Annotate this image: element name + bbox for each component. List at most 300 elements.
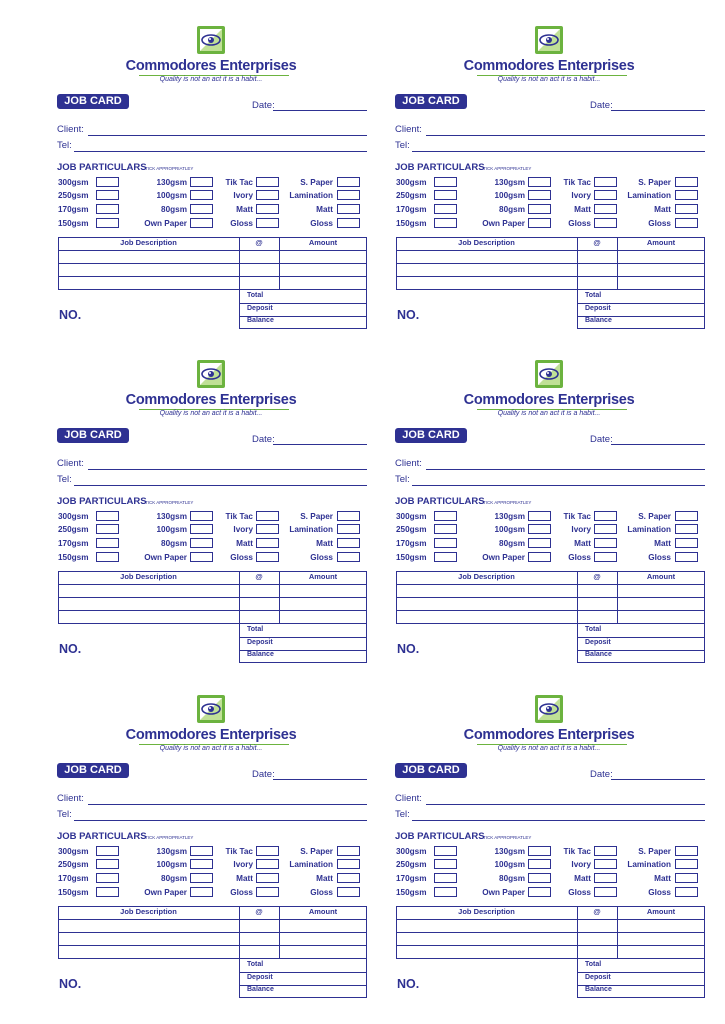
option-checkbox[interactable] — [337, 204, 360, 214]
tel-field[interactable] — [74, 820, 367, 821]
option-checkbox[interactable] — [594, 846, 617, 856]
option-checkbox[interactable] — [434, 177, 457, 187]
date-field[interactable] — [273, 444, 367, 445]
client-label: Client: — [57, 458, 84, 469]
eye-logo-icon — [197, 360, 225, 388]
option-label: Own Paper — [144, 553, 187, 562]
job-description-table — [58, 571, 367, 663]
job-card-badge: JOB CARD — [57, 763, 129, 778]
option-checkbox[interactable] — [256, 218, 279, 228]
job-particulars-heading: JOB PARTICULARS — [57, 496, 147, 507]
option-checkbox[interactable] — [675, 846, 698, 856]
client-label: Client: — [395, 458, 422, 469]
company-name: Commodores Enterprises — [125, 392, 297, 408]
option-label: 80gsm — [161, 205, 187, 214]
option-label: Tik Tac — [225, 178, 253, 187]
option-label: 130gsm — [156, 847, 187, 856]
option-label: 300gsm — [396, 178, 427, 187]
company-tagline: Quality is not an act it is a habit... — [159, 76, 263, 83]
job-description-table — [58, 906, 367, 998]
option-label: Ivory — [233, 191, 253, 200]
option-label: 130gsm — [494, 178, 525, 187]
company-name: Commodores Enterprises — [125, 727, 297, 743]
option-checkbox[interactable] — [96, 218, 119, 228]
option-label: Tik Tac — [563, 178, 591, 187]
option-label: 250gsm — [58, 191, 89, 200]
option-checkbox[interactable] — [256, 859, 279, 869]
option-label: Own Paper — [482, 888, 525, 897]
option-label: Matt — [236, 539, 253, 548]
option-checkbox[interactable] — [434, 552, 457, 562]
job-card-badge: JOB CARD — [395, 763, 467, 778]
client-field[interactable] — [426, 135, 705, 136]
option-checkbox[interactable] — [434, 190, 457, 200]
option-checkbox[interactable] — [337, 846, 360, 856]
client-label: Client: — [395, 124, 422, 135]
tick-note: TICK APPROPRIATLEY — [483, 166, 532, 171]
option-label: 130gsm — [156, 512, 187, 521]
amount-header: Amount — [646, 238, 676, 247]
option-checkbox[interactable] — [96, 846, 119, 856]
job-card-2 — [395, 0, 707, 324]
balance-label: Balance — [247, 651, 274, 658]
option-checkbox[interactable] — [337, 887, 360, 897]
date-label: Date: — [590, 100, 613, 111]
option-checkbox[interactable] — [528, 190, 551, 200]
company-name: Commodores Enterprises — [463, 58, 635, 74]
option-checkbox[interactable] — [337, 511, 360, 521]
option-label: Lamination — [627, 525, 671, 534]
option-checkbox[interactable] — [594, 524, 617, 534]
option-label: Tik Tac — [563, 512, 591, 521]
option-checkbox[interactable] — [96, 538, 119, 548]
job-card-3 — [57, 334, 369, 658]
amount-header: Amount — [308, 907, 338, 916]
job-description-table — [396, 906, 705, 998]
option-checkbox[interactable] — [256, 190, 279, 200]
option-label: Lamination — [627, 860, 671, 869]
option-label: Gloss — [648, 219, 671, 228]
option-label: Tik Tac — [225, 847, 253, 856]
option-label: 300gsm — [58, 512, 89, 521]
option-checkbox[interactable] — [528, 511, 551, 521]
option-label: Lamination — [627, 191, 671, 200]
company-tagline: Quality is not an act it is a habit... — [497, 76, 601, 83]
tick-note: TICK APPROPRIATLEY — [145, 166, 194, 171]
company-tagline: Quality is not an act it is a habit... — [497, 745, 601, 752]
job-description-header: Job Description — [120, 907, 177, 916]
option-checkbox[interactable] — [434, 511, 457, 521]
option-label: Gloss — [568, 553, 591, 562]
job-particulars-heading: JOB PARTICULARS — [57, 162, 147, 173]
company-tagline: Quality is not an act it is a habit... — [159, 410, 263, 417]
option-checkbox[interactable] — [256, 552, 279, 562]
client-field[interactable] — [426, 469, 705, 470]
company-name: Commodores Enterprises — [125, 58, 297, 74]
option-label: Matt — [316, 205, 333, 214]
job-card-badge: JOB CARD — [57, 428, 129, 443]
job-particulars-heading: JOB PARTICULARS — [395, 831, 485, 842]
eye-logo-icon — [535, 26, 563, 54]
option-label: 150gsm — [396, 553, 427, 562]
option-label: 300gsm — [396, 512, 427, 521]
option-label: Matt — [654, 539, 671, 548]
balance-label: Balance — [247, 317, 274, 324]
option-checkbox[interactable] — [675, 873, 698, 883]
at-header: @ — [255, 572, 263, 581]
option-checkbox[interactable] — [190, 177, 213, 187]
option-checkbox[interactable] — [96, 552, 119, 562]
tel-label: Tel: — [395, 474, 410, 485]
option-label: 80gsm — [499, 539, 525, 548]
date-label: Date: — [590, 769, 613, 780]
option-label: S. Paper — [638, 512, 671, 521]
option-checkbox[interactable] — [675, 859, 698, 869]
option-checkbox[interactable] — [96, 859, 119, 869]
option-checkbox[interactable] — [528, 859, 551, 869]
option-checkbox[interactable] — [528, 218, 551, 228]
option-label: 250gsm — [396, 525, 427, 534]
option-checkbox[interactable] — [675, 511, 698, 521]
option-checkbox[interactable] — [675, 204, 698, 214]
option-checkbox[interactable] — [594, 177, 617, 187]
option-checkbox[interactable] — [434, 887, 457, 897]
option-checkbox[interactable] — [256, 204, 279, 214]
tel-label: Tel: — [395, 809, 410, 820]
option-label: 170gsm — [58, 539, 89, 548]
option-label: 130gsm — [494, 512, 525, 521]
option-label: Gloss — [568, 888, 591, 897]
option-checkbox[interactable] — [594, 511, 617, 521]
date-field[interactable] — [273, 779, 367, 780]
option-label: 130gsm — [494, 847, 525, 856]
option-label: 250gsm — [58, 525, 89, 534]
date-field[interactable] — [611, 444, 705, 445]
option-checkbox[interactable] — [337, 859, 360, 869]
deposit-label: Deposit — [247, 639, 273, 646]
option-label: Matt — [236, 205, 253, 214]
job-description-header: Job Description — [458, 572, 515, 581]
card-number-label: NO. — [397, 308, 420, 322]
date-label: Date: — [252, 769, 275, 780]
option-checkbox[interactable] — [675, 524, 698, 534]
option-checkbox[interactable] — [337, 177, 360, 187]
date-field[interactable] — [611, 110, 705, 111]
option-checkbox[interactable] — [528, 846, 551, 856]
job-description-table — [396, 237, 705, 329]
deposit-label: Deposit — [585, 305, 611, 312]
option-checkbox[interactable] — [675, 887, 698, 897]
option-label: 170gsm — [58, 205, 89, 214]
option-label: Matt — [316, 539, 333, 548]
job-card-1 — [57, 0, 369, 324]
option-checkbox[interactable] — [96, 190, 119, 200]
deposit-label: Deposit — [585, 639, 611, 646]
total-label: Total — [585, 626, 602, 633]
option-label: Matt — [654, 874, 671, 883]
at-header: @ — [593, 907, 601, 916]
job-card-badge: JOB CARD — [395, 94, 467, 109]
option-checkbox[interactable] — [594, 204, 617, 214]
option-checkbox[interactable] — [434, 218, 457, 228]
eye-logo-icon — [197, 26, 225, 54]
option-label: 150gsm — [58, 888, 89, 897]
option-checkbox[interactable] — [528, 204, 551, 214]
option-label: 80gsm — [499, 874, 525, 883]
at-header: @ — [593, 572, 601, 581]
option-checkbox[interactable] — [96, 873, 119, 883]
amount-header: Amount — [646, 907, 676, 916]
option-checkbox[interactable] — [190, 873, 213, 883]
client-label: Client: — [57, 793, 84, 804]
tick-note: TICK APPROPRIATLEY — [145, 835, 194, 840]
option-checkbox[interactable] — [528, 177, 551, 187]
job-card-badge: JOB CARD — [57, 94, 129, 109]
job-description-header: Job Description — [458, 238, 515, 247]
option-checkbox[interactable] — [96, 511, 119, 521]
tel-field[interactable] — [412, 485, 705, 486]
option-checkbox[interactable] — [594, 859, 617, 869]
option-checkbox[interactable] — [190, 552, 213, 562]
option-checkbox[interactable] — [528, 538, 551, 548]
deposit-label: Deposit — [247, 305, 273, 312]
job-description-table — [396, 571, 705, 663]
option-checkbox[interactable] — [434, 859, 457, 869]
client-label: Client: — [395, 793, 422, 804]
option-checkbox[interactable] — [434, 524, 457, 534]
option-checkbox[interactable] — [675, 552, 698, 562]
eye-logo-icon — [535, 695, 563, 723]
company-tagline: Quality is not an act it is a habit... — [159, 745, 263, 752]
total-label: Total — [585, 292, 602, 299]
option-checkbox[interactable] — [337, 538, 360, 548]
job-particulars-heading: JOB PARTICULARS — [395, 496, 485, 507]
option-checkbox[interactable] — [190, 846, 213, 856]
option-checkbox[interactable] — [190, 524, 213, 534]
option-checkbox[interactable] — [96, 177, 119, 187]
tel-label: Tel: — [57, 140, 72, 151]
option-label: Ivory — [571, 525, 591, 534]
job-description-header: Job Description — [458, 907, 515, 916]
option-checkbox[interactable] — [190, 218, 213, 228]
option-checkbox[interactable] — [528, 873, 551, 883]
option-label: 80gsm — [161, 539, 187, 548]
total-label: Total — [247, 292, 264, 299]
company-name: Commodores Enterprises — [463, 727, 635, 743]
date-label: Date: — [252, 100, 275, 111]
card-number-label: NO. — [59, 977, 82, 991]
option-checkbox[interactable] — [256, 887, 279, 897]
option-checkbox[interactable] — [96, 887, 119, 897]
option-checkbox[interactable] — [594, 887, 617, 897]
option-checkbox[interactable] — [256, 524, 279, 534]
option-label: Own Paper — [482, 219, 525, 228]
job-card-4 — [395, 334, 707, 658]
option-label: 80gsm — [161, 874, 187, 883]
option-checkbox[interactable] — [190, 204, 213, 214]
option-label: 150gsm — [396, 888, 427, 897]
option-checkbox[interactable] — [528, 524, 551, 534]
option-checkbox[interactable] — [96, 524, 119, 534]
option-checkbox[interactable] — [594, 538, 617, 548]
option-label: Gloss — [230, 888, 253, 897]
option-label: Ivory — [571, 860, 591, 869]
amount-header: Amount — [646, 572, 676, 581]
option-checkbox[interactable] — [675, 538, 698, 548]
client-field[interactable] — [88, 804, 367, 805]
option-label: 100gsm — [156, 860, 187, 869]
client-label: Client: — [57, 124, 84, 135]
option-label: 300gsm — [58, 178, 89, 187]
option-label: 150gsm — [396, 219, 427, 228]
total-label: Total — [247, 626, 264, 633]
tel-field[interactable] — [74, 151, 367, 152]
option-checkbox[interactable] — [256, 511, 279, 521]
eye-logo-icon — [197, 695, 225, 723]
option-label: Matt — [574, 539, 591, 548]
option-label: 170gsm — [396, 539, 427, 548]
option-label: Lamination — [289, 525, 333, 534]
option-checkbox[interactable] — [96, 204, 119, 214]
option-checkbox[interactable] — [675, 190, 698, 200]
job-card-6 — [395, 669, 707, 993]
option-label: Ivory — [571, 191, 591, 200]
tick-note: TICK APPROPRIATLEY — [145, 500, 194, 505]
option-label: 250gsm — [58, 860, 89, 869]
option-label: Gloss — [648, 553, 671, 562]
card-number-label: NO. — [397, 977, 420, 991]
option-checkbox[interactable] — [256, 846, 279, 856]
option-label: S. Paper — [638, 847, 671, 856]
client-field[interactable] — [426, 804, 705, 805]
option-checkbox[interactable] — [190, 190, 213, 200]
option-label: 300gsm — [58, 847, 89, 856]
option-checkbox[interactable] — [190, 887, 213, 897]
balance-label: Balance — [247, 986, 274, 993]
option-label: 170gsm — [396, 205, 427, 214]
card-number-label: NO. — [397, 642, 420, 656]
total-label: Total — [585, 961, 602, 968]
option-checkbox[interactable] — [594, 190, 617, 200]
option-label: Own Paper — [144, 888, 187, 897]
option-label: 170gsm — [396, 874, 427, 883]
option-label: Own Paper — [144, 219, 187, 228]
job-card-badge: JOB CARD — [395, 428, 467, 443]
option-checkbox[interactable] — [337, 552, 360, 562]
option-label: S. Paper — [300, 178, 333, 187]
card-number-label: NO. — [59, 308, 82, 322]
option-label: Gloss — [230, 219, 253, 228]
option-label: Own Paper — [482, 553, 525, 562]
option-checkbox[interactable] — [337, 873, 360, 883]
option-checkbox[interactable] — [434, 873, 457, 883]
option-checkbox[interactable] — [190, 859, 213, 869]
option-label: Gloss — [230, 553, 253, 562]
client-field[interactable] — [88, 469, 367, 470]
option-label: 80gsm — [499, 205, 525, 214]
date-field[interactable] — [611, 779, 705, 780]
option-label: Tik Tac — [563, 847, 591, 856]
option-checkbox[interactable] — [256, 538, 279, 548]
option-label: Ivory — [233, 860, 253, 869]
option-checkbox[interactable] — [337, 190, 360, 200]
option-label: Gloss — [310, 553, 333, 562]
option-checkbox[interactable] — [434, 204, 457, 214]
balance-label: Balance — [585, 986, 612, 993]
option-checkbox[interactable] — [256, 873, 279, 883]
option-label: Lamination — [289, 860, 333, 869]
tel-field[interactable] — [412, 151, 705, 152]
job-description-table — [58, 237, 367, 329]
balance-label: Balance — [585, 317, 612, 324]
deposit-label: Deposit — [247, 974, 273, 981]
option-label: 100gsm — [494, 191, 525, 200]
job-card-5 — [57, 669, 369, 993]
option-checkbox[interactable] — [256, 177, 279, 187]
option-label: 250gsm — [396, 860, 427, 869]
option-checkbox[interactable] — [675, 218, 698, 228]
job-description-header: Job Description — [120, 572, 177, 581]
option-checkbox[interactable] — [337, 218, 360, 228]
option-checkbox[interactable] — [675, 177, 698, 187]
option-checkbox[interactable] — [594, 218, 617, 228]
amount-header: Amount — [308, 238, 338, 247]
option-label: Gloss — [568, 219, 591, 228]
option-label: Matt — [316, 874, 333, 883]
amount-header: Amount — [308, 572, 338, 581]
option-checkbox[interactable] — [594, 873, 617, 883]
tel-field[interactable] — [412, 820, 705, 821]
option-label: Ivory — [233, 525, 253, 534]
option-label: S. Paper — [300, 512, 333, 521]
date-label: Date: — [252, 434, 275, 445]
company-tagline: Quality is not an act it is a habit... — [497, 410, 601, 417]
balance-label: Balance — [585, 651, 612, 658]
at-header: @ — [593, 238, 601, 247]
option-checkbox[interactable] — [528, 887, 551, 897]
card-number-label: NO. — [59, 642, 82, 656]
deposit-label: Deposit — [585, 974, 611, 981]
option-label: 130gsm — [156, 178, 187, 187]
option-label: Gloss — [648, 888, 671, 897]
option-checkbox[interactable] — [337, 524, 360, 534]
option-checkbox[interactable] — [434, 538, 457, 548]
option-checkbox[interactable] — [528, 552, 551, 562]
option-label: Matt — [574, 205, 591, 214]
option-checkbox[interactable] — [594, 552, 617, 562]
job-particulars-heading: JOB PARTICULARS — [57, 831, 147, 842]
client-field[interactable] — [88, 135, 367, 136]
option-label: Matt — [574, 874, 591, 883]
company-name: Commodores Enterprises — [463, 392, 635, 408]
date-field[interactable] — [273, 110, 367, 111]
option-label: Matt — [654, 205, 671, 214]
option-label: Lamination — [289, 191, 333, 200]
tel-label: Tel: — [395, 140, 410, 151]
option-label: S. Paper — [638, 178, 671, 187]
option-label: 300gsm — [396, 847, 427, 856]
option-checkbox[interactable] — [190, 511, 213, 521]
at-header: @ — [255, 907, 263, 916]
option-label: Matt — [236, 874, 253, 883]
option-checkbox[interactable] — [190, 538, 213, 548]
date-label: Date: — [590, 434, 613, 445]
tel-label: Tel: — [57, 474, 72, 485]
job-description-header: Job Description — [120, 238, 177, 247]
option-checkbox[interactable] — [434, 846, 457, 856]
job-particulars-heading: JOB PARTICULARS — [395, 162, 485, 173]
tel-field[interactable] — [74, 485, 367, 486]
